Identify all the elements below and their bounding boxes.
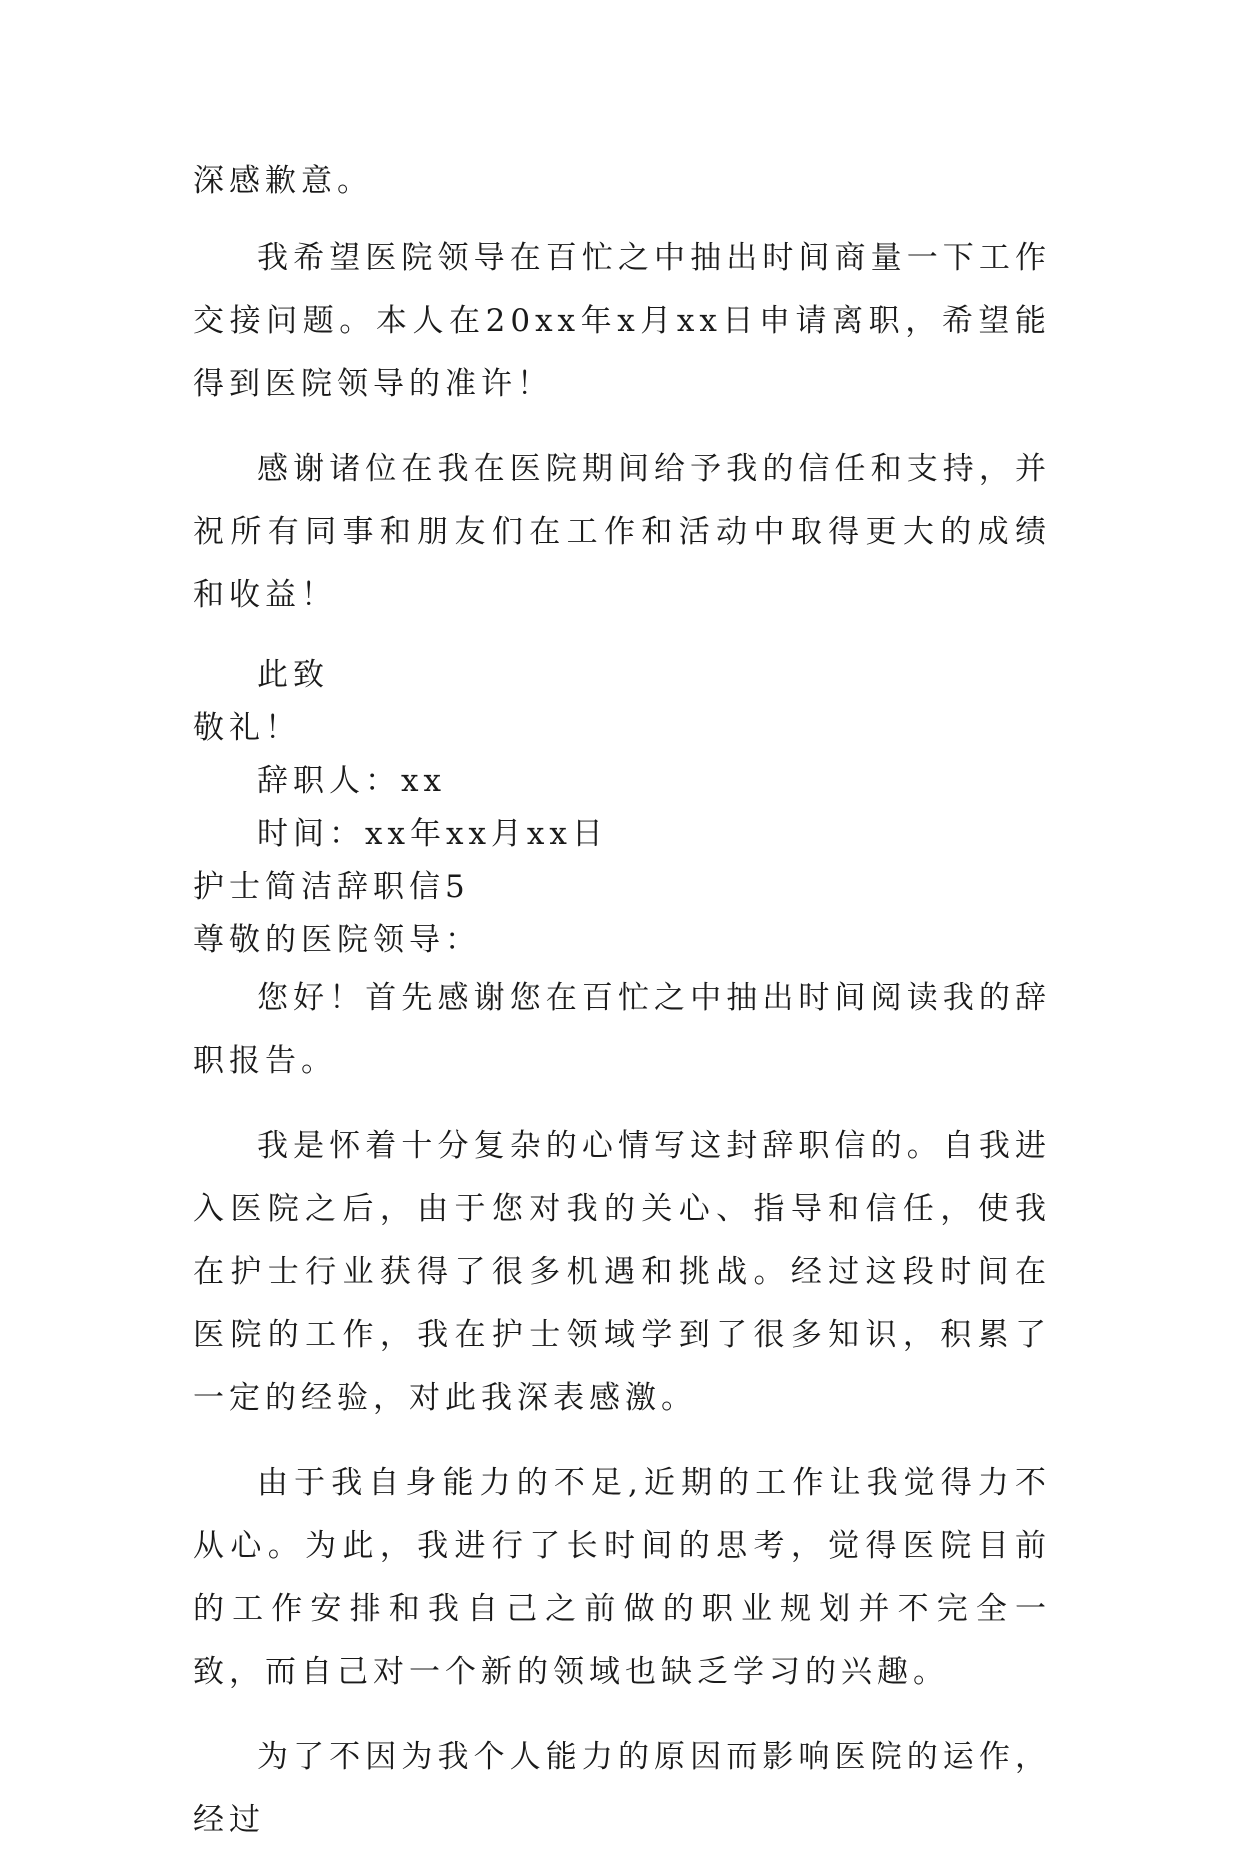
closing-line-1: 此致 — [257, 657, 329, 693]
paragraph-last: 为了不因为我个人能力的原因而影响医院的运作，经过 — [193, 1739, 1051, 1838]
salutation: 尊敬的医院领导： — [193, 922, 481, 958]
letter-title: 护士简洁辞职信5 — [193, 869, 470, 905]
paragraph-reason: 由于我自身能力的不足,近期的工作让我觉得力不从心。为此，我进行了长时间的思考，觉得医院目前的工作安排和我自己之前做的职业规划并不完全一致，而自己对一个新的领域也缺乏学习的兴趣。 — [193, 1465, 1051, 1690]
signer-line: 辞职人：xx — [257, 763, 446, 799]
letter-body — [193, 150, 1051, 1874]
paragraph-handover: 我希望医院领导在百忙之中抽出时间商量一下工作交接问题。本人在20xx年x月xx日申请离职，希望能得到医院领导的准许！ — [193, 240, 1051, 402]
paragraph-thanks: 感谢诸位在我在医院期间给予我的信任和支持，并祝所有同事和朋友们在工作和活动中取得更大的成绩和收益！ — [193, 451, 1051, 613]
continuation-line: 深感歉意。 — [193, 163, 373, 199]
closing-line-2: 敬礼！ — [193, 710, 301, 746]
paragraph-greeting: 您好！首先感谢您在百忙之中抽出时间阅读我的辞职报告。 — [193, 980, 1051, 1079]
paragraph-feelings: 我是怀着十分复杂的心情写这封辞职信的。自我进入医院之后，由于您对我的关心、指导和信任，使我在护士行业获得了很多机遇和挑战。经过这段时间在医院的工作，我在护士领域学到了很多知识，积累了一定的经验，对此我深表感激。 — [193, 1128, 1051, 1416]
date-line: 时间：xx年xx月xx日 — [257, 816, 608, 852]
